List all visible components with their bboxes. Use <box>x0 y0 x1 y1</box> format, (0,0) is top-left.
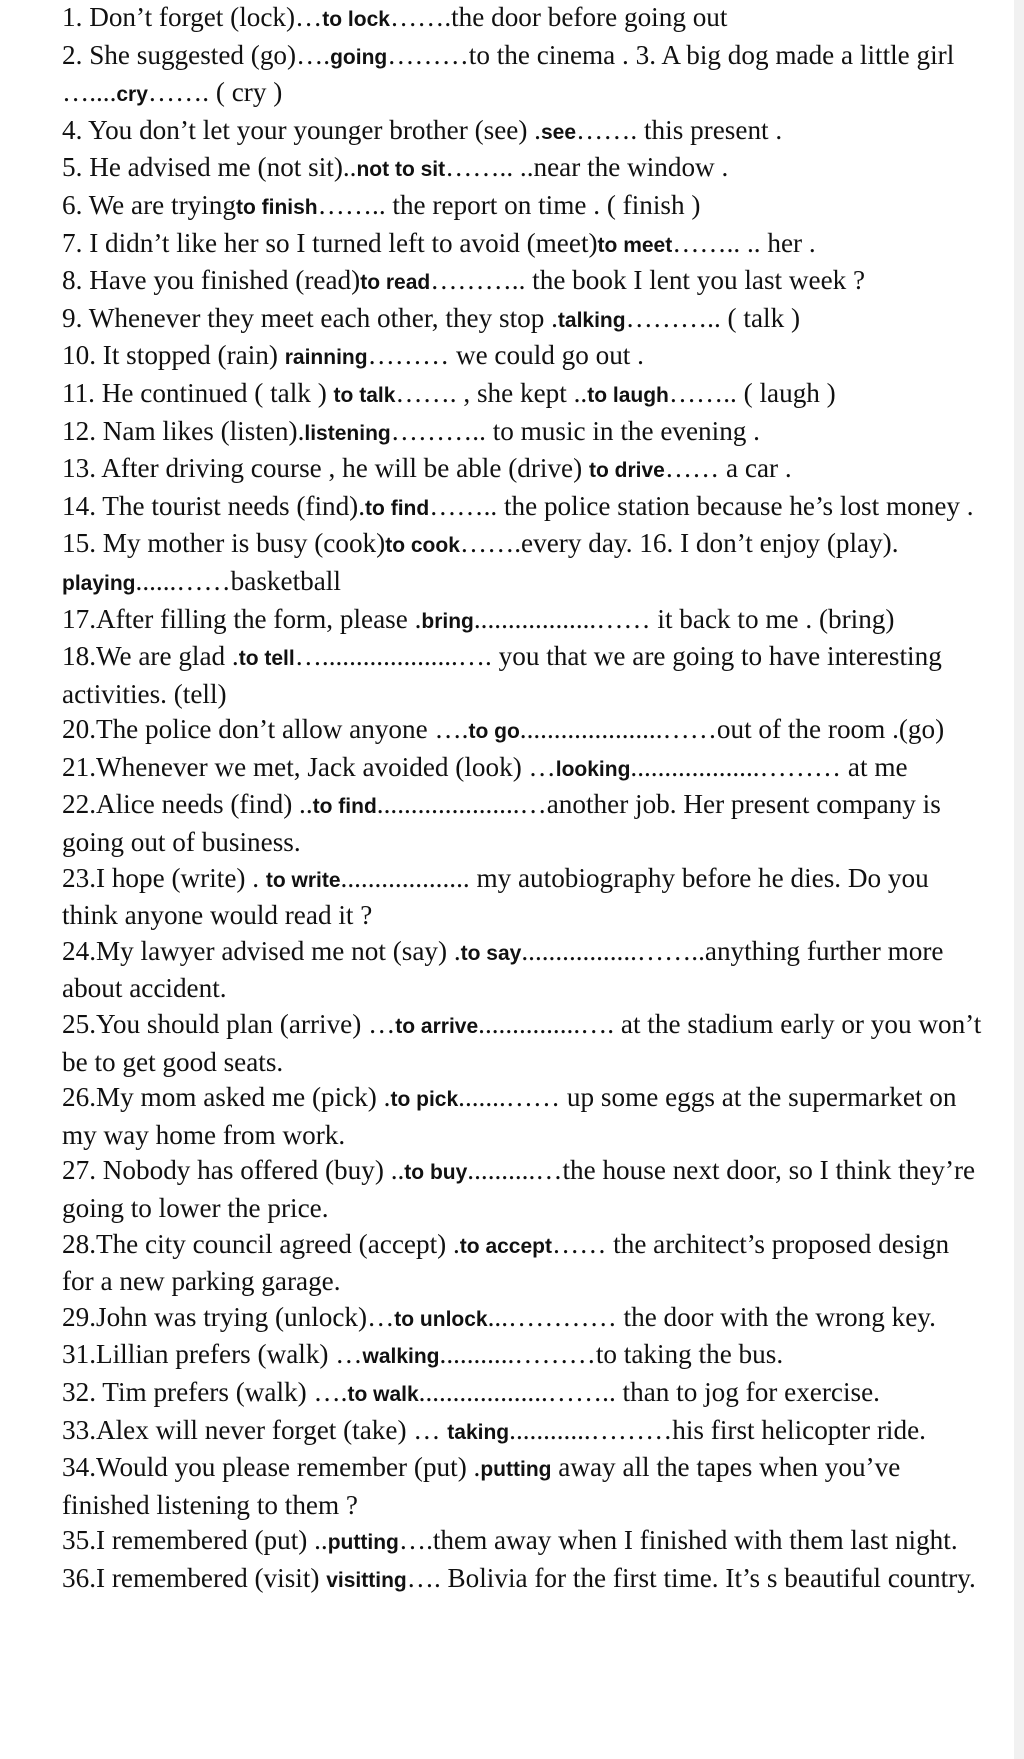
exercise-item <box>62 414 982 452</box>
question-text: …….the door before going out <box>389 2 728 32</box>
exercise-item <box>62 338 982 376</box>
question-text: …....................…. you that we are going to have interesting activities. (tell) <box>62 641 942 709</box>
question-text: ...............…. at the stadium early or you won’t be to get good seats. <box>62 1009 982 1077</box>
exercise-item <box>62 1375 982 1413</box>
question-text: …….every day. 16. I don’t enjoy (play). <box>459 528 899 559</box>
question-text: …… a car . <box>664 453 792 484</box>
handwritten-answer: talking <box>557 308 626 332</box>
question-text: 22.Alice needs (find) .. <box>62 789 313 820</box>
handwritten-answer: to finish <box>235 195 318 219</box>
exercise-item <box>62 113 982 151</box>
question-text: …….. .. her . <box>672 227 816 258</box>
question-text: 2. She suggested (go)…. <box>62 39 331 70</box>
handwritten-answer: to write <box>265 868 341 892</box>
handwritten-answer: not to sit <box>356 158 446 182</box>
handwritten-answer: to laugh <box>587 383 669 407</box>
question-text: .......…… up some eggs at the supermarket on my way home from work. <box>62 1082 957 1150</box>
exercise-item <box>62 602 982 640</box>
question-text: 34.Would you please remember (put) . <box>62 1452 481 1483</box>
exercise-item <box>62 489 982 527</box>
question-text: 5. He advised me (not sit).. <box>62 152 357 183</box>
question-text: ………to the cinema . 3. A big dog made a little girl ….... <box>62 39 955 108</box>
handwritten-answer: to tell <box>238 647 295 671</box>
question-text: ……….. ( talk ) <box>625 302 801 333</box>
handwritten-answer: to arrive <box>395 1015 479 1039</box>
exercise-item <box>62 188 982 226</box>
exercise-item <box>62 1450 982 1523</box>
exercise-item <box>62 451 982 489</box>
exercise-item <box>62 750 982 788</box>
handwritten-answer: visitting <box>326 1568 407 1592</box>
handwritten-answer: listening <box>304 421 391 445</box>
exercise-item <box>62 1007 982 1080</box>
handwritten-answer: to buy <box>404 1161 468 1185</box>
exercise-item <box>62 526 982 601</box>
handwritten-answer: cry <box>116 83 148 107</box>
exercise-item <box>62 301 982 339</box>
handwritten-answer: to pick <box>390 1088 459 1112</box>
question-text: …….. ( laugh ) <box>668 377 836 408</box>
question-text: 18.We are glad . <box>62 641 239 672</box>
handwritten-answer: rainning <box>284 346 368 370</box>
question-text: …….. ..near the window . <box>445 152 729 183</box>
exercise-item <box>62 150 982 188</box>
question-text: 32. Tim prefers (walk) …. <box>62 1376 348 1407</box>
exercise-item <box>62 263 982 301</box>
question-text: ..................…… it back to me . (bring) <box>473 603 895 634</box>
handwritten-answer: to accept <box>459 1234 552 1258</box>
question-text: …. Bolivia for the first time. It’s s beautiful country. <box>406 1562 976 1593</box>
question-text: 25.You should plan (arrive) … <box>62 1009 396 1040</box>
exercise-item <box>62 1523 982 1561</box>
exercise-item <box>62 376 982 414</box>
question-text: …….. the police station because he’s lost money . <box>429 490 974 521</box>
handwritten-answer: bring <box>421 609 474 633</box>
handwritten-answer: to drive <box>588 459 665 483</box>
exercise-sheet <box>62 0 982 1599</box>
question-text: ...………… the door with the wrong key. <box>487 1301 936 1332</box>
exercise-item <box>62 1080 982 1153</box>
handwritten-answer: to cook <box>385 534 460 558</box>
question-text: 21.Whenever we met, Jack avoided (look) … <box>62 751 556 782</box>
question-text: 1. Don’t forget (lock)… <box>62 2 323 32</box>
question-text: .....................…another job. Her present company is going out of business. <box>62 789 941 858</box>
handwritten-answer: to walk <box>347 1382 419 1406</box>
question-text: …….. the report on time . ( finish ) <box>317 189 701 220</box>
exercise-item <box>62 787 982 860</box>
handwritten-answer: to find <box>365 496 430 520</box>
question-text: ….them away when I finished with them last night. <box>398 1525 958 1556</box>
exercise-item <box>62 1561 982 1599</box>
question-text: 9. Whenever they meet each other, they stop . <box>62 302 558 333</box>
handwritten-answer: playing <box>62 571 136 595</box>
exercise-item <box>62 1300 982 1338</box>
question-text: 13. After driving course , he will be able (drive) <box>62 453 589 484</box>
exercise-item <box>62 861 982 934</box>
exercise-item <box>62 0 982 38</box>
question-text: ……… we could go out . <box>367 340 644 371</box>
question-text: 12. Nam likes (listen). <box>62 415 305 446</box>
question-text: 28.The city council agreed (accept) . <box>62 1228 460 1259</box>
question-text: ................... my autobiography before he dies. Do you think anyone would read it ? <box>62 862 929 931</box>
question-text: ......……basketball <box>135 565 341 596</box>
handwritten-answer: to meet <box>597 233 673 257</box>
question-text: 8. Have you finished (read) <box>62 265 361 296</box>
exercise-item <box>62 226 982 264</box>
question-text: ..........…the house next door, so I think they’re going to lower the price. <box>62 1155 976 1223</box>
question-text: .................……..anything further more about accident. <box>62 935 944 1004</box>
handwritten-answer: to unlock <box>394 1307 488 1331</box>
question-text: 7. I didn’t like her so I turned left to avoid (meet) <box>62 227 598 258</box>
exercise-item <box>62 712 982 750</box>
question-text: .....................……out of the room .(go) <box>519 714 945 745</box>
exercise-item <box>62 1337 982 1375</box>
question-text: ……. this present . <box>576 114 783 145</box>
question-text: 15. My mother is busy (cook) <box>62 528 386 559</box>
page-edge <box>1014 0 1024 1759</box>
question-text: ...........………to taking the bus. <box>439 1339 784 1370</box>
question-text: ...................…….. than to jog for exercise. <box>418 1376 880 1407</box>
handwritten-answer: looking <box>555 757 631 781</box>
question-text: 11. He continued ( talk ) <box>62 377 334 408</box>
question-text: ……….. the book I lent you last week ? <box>430 265 866 296</box>
handwritten-answer: to find <box>312 795 377 819</box>
question-text: ...................……… at me <box>630 751 908 782</box>
question-text: 20.The police don’t allow anyone …. <box>62 714 469 745</box>
handwritten-answer: to say <box>460 941 522 965</box>
exercise-item <box>62 934 982 1007</box>
question-text: 33.Alex will never forget (take) … <box>62 1414 448 1445</box>
question-text: 14. The tourist needs (find). <box>62 490 366 521</box>
question-text: away all the tapes when you’ve finished listening to them ? <box>62 1452 901 1520</box>
exercise-item <box>62 1413 982 1451</box>
question-text: 35.I remembered (put) .. <box>62 1525 328 1556</box>
question-text: 4. You don’t let your younger brother (see) . <box>62 114 541 145</box>
handwritten-answer: to lock <box>322 8 390 31</box>
exercise-item <box>62 1227 982 1300</box>
question-text: 10. It stopped (rain) <box>62 340 285 371</box>
question-text: …… the architect’s proposed design for a new parking garage. <box>62 1228 950 1297</box>
question-text: 36.I remembered (visit) <box>62 1562 327 1593</box>
handwritten-answer: walking <box>362 1345 440 1369</box>
exercise-item <box>62 38 982 113</box>
question-text: 27. Nobody has offered (buy) .. <box>62 1155 405 1186</box>
question-text: 17.After filling the form, please . <box>62 603 422 634</box>
exercise-item <box>62 1153 982 1226</box>
question-text: ……. , she kept .. <box>395 377 588 408</box>
question-text: ……. ( cry ) <box>147 77 283 108</box>
question-text: ……….. to music in the evening . <box>390 415 760 446</box>
question-text: 26.My mom asked me (pick) . <box>62 1082 391 1113</box>
question-text: ............………his first helicopter ride. <box>509 1414 926 1445</box>
question-text: 29.John was trying (unlock)… <box>62 1301 395 1332</box>
question-text: 24.My lawyer advised me not (say) . <box>62 935 461 966</box>
question-text: 31.Lillian prefers (walk) … <box>62 1339 363 1370</box>
handwritten-answer: to go <box>468 720 520 744</box>
exercise-item <box>62 639 982 712</box>
handwritten-answer: putting <box>327 1531 399 1555</box>
handwritten-answer: taking <box>447 1420 510 1444</box>
handwritten-answer: to talk <box>333 383 396 407</box>
question-text: 6. We are trying <box>62 189 236 220</box>
handwritten-answer: to read <box>360 271 431 295</box>
question-text: 23.I hope (write) . <box>62 862 266 893</box>
handwritten-answer: see <box>540 120 577 144</box>
handwritten-answer: putting <box>480 1458 552 1482</box>
handwritten-answer: going <box>330 45 388 69</box>
